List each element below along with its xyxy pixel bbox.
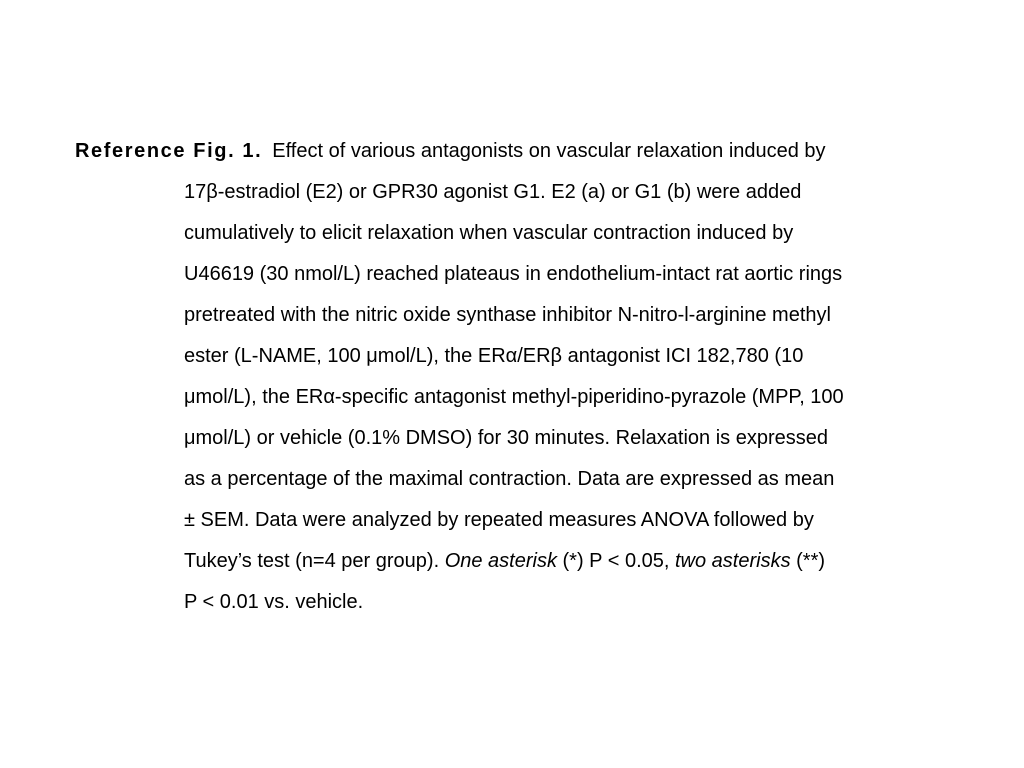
caption-line-7: μmol/L), the ERα-specific antagonist methyl-piperidino-pyrazole (MPP, 100: [184, 386, 844, 408]
caption-line-4: U46619 (30 nmol/L) reached plateaus in endothelium-intact rat aortic rings: [184, 263, 843, 285]
caption-line-9: as a percentage of the maximal contraction. Data are expressed as mean: [184, 468, 835, 490]
caption-line-1: [75, 139, 826, 163]
caption-line-11: [184, 549, 825, 573]
two-asterisks-label: two asterisks: [674, 550, 791, 572]
caption-text: (*) P < 0.05,: [556, 550, 675, 572]
caption-line-10: ± SEM. Data were analyzed by repeated measures ANOVA followed by: [184, 509, 814, 531]
caption-line-3: cumulatively to elicit relaxation when vascular contraction induced by: [184, 222, 794, 244]
caption-line-8: μmol/L) or vehicle (0.1% DMSO) for 30 minutes. Relaxation is expressed: [184, 427, 828, 449]
one-asterisk-label: One asterisk: [444, 550, 557, 572]
caption-line-5: pretreated with the nitric oxide synthase inhibitor N-nitro-l-arginine methyl: [184, 304, 831, 326]
caption-text: Tukey’s test (n=4 per group).: [184, 550, 445, 572]
figure-label: Reference Fig. 1.: [75, 140, 263, 162]
caption-line-12: P < 0.01 vs. vehicle.: [184, 591, 364, 613]
caption-text: Effect of various antagonists on vascular relaxation induced by: [272, 140, 826, 162]
caption-line-2: 17β-estradiol (E2) or GPR30 agonist G1. E2 (a) or G1 (b) were added: [184, 181, 802, 203]
caption-line-6: ester (L-NAME, 100 μmol/L), the ERα/ERβ antagonist ICI 182,780 (10: [184, 345, 804, 367]
caption-text: (**): [790, 550, 826, 572]
